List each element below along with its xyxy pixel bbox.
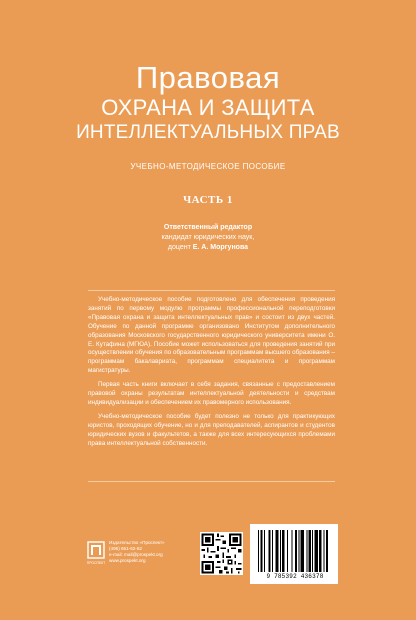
editor-prefix: доцент — [167, 244, 191, 251]
barcode-bar — [282, 530, 284, 572]
editor-name: Е. А. Моргунова — [192, 244, 249, 251]
barcode-bar — [280, 530, 281, 572]
barcode-bar — [298, 530, 299, 572]
divider-bottom — [88, 481, 335, 482]
part-label: ЧАСТЬ 1 — [183, 194, 233, 206]
annotation-paragraph-3: Учебно-методическое пособие будет полезно не только для практикующих юристов, проходящих обучение, но и для преподавателей, аспирантов и студентов юридических вузов и факультетов, а также для всех интересующихся проблемами права интеллектуальной собственности. — [88, 412, 335, 447]
annotation-paragraph-2: Первая часть книги включает в себя задания, связанные с предоставлением правовой охраны результатам интеллектуальной деятельности и средствам индивидуализации и обеспечением их правомерного использования. — [88, 381, 335, 406]
publisher-logo-text: ПРОСПЕКТ — [87, 561, 105, 565]
qr-code-icon — [200, 532, 243, 575]
barcode-bar — [258, 530, 259, 572]
barcode-bar — [314, 530, 317, 572]
title-line-2: ОХРАНА И ЗАЩИТА — [101, 95, 315, 120]
title-line-3: ИНТЕЛЛЕКТУАЛЬНЫХ ПРАВ — [76, 122, 340, 143]
publisher-phone: (495) 651-62-62 — [109, 546, 142, 551]
subtitle: УЧЕБНО-МЕТОДИЧЕСКОЕ ПОСОБИЕ — [130, 162, 286, 171]
publisher-logo-icon — [87, 541, 105, 567]
barcode-bar — [306, 530, 307, 572]
barcode-bar — [272, 530, 273, 572]
title-line-1: Правовая — [135, 60, 281, 95]
barcode-bar — [301, 530, 304, 572]
barcode-bar — [324, 530, 325, 572]
barcode-bar — [275, 530, 278, 572]
divider-top — [88, 290, 335, 291]
editor-title-line — [0, 243, 416, 253]
barcode-bar — [264, 530, 265, 572]
barcode-bar — [295, 530, 297, 572]
barcode-bar — [291, 530, 292, 572]
barcode-bar — [260, 530, 262, 572]
barcode-bar — [326, 530, 328, 572]
editor-block — [0, 223, 416, 253]
editor-role: Ответственный редактор — [163, 224, 253, 231]
isbn-number: 9 785392 436378 — [266, 573, 324, 580]
barcode-bar — [319, 530, 321, 572]
barcode-bar — [309, 530, 311, 572]
annotation-paragraph-1: Учебно-методическое пособие подготовлено для обеспечения проведения занятий по первому модулю программы профессиональной переподготовки «Правовая охрана и защита интеллектуальных прав» и состоит из двух частей. Обучение по данной программе организовано Институтом дополнительного образования Московского государственного юридического университета имени О. Е. Кутафина (МГЮА). Пособие может использоваться для проведения занятий при осуществлении обучения по образовательным программам высшего образования – программам бакалавриата, программам специалитета и программам магистратуры. — [88, 296, 335, 375]
publisher-website: www.prospekt.org — [109, 558, 146, 563]
barcode-bar — [287, 530, 288, 572]
barcode-bar — [268, 530, 270, 572]
publisher-name: Издательство «Проспект» — [109, 540, 165, 545]
publisher-email: e-mail: mail@prospekt.org — [109, 552, 163, 557]
editor-degree: кандидат юридических наук, — [161, 234, 255, 241]
barcode-bar — [312, 530, 313, 572]
annotation-text — [88, 296, 335, 454]
publisher-imprint — [109, 540, 194, 564]
